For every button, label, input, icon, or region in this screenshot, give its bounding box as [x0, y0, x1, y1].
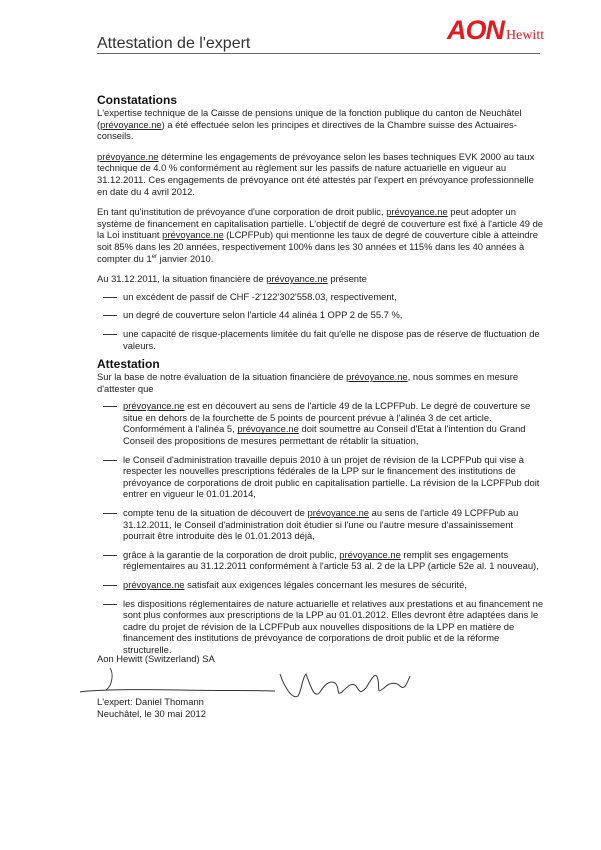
signature-stroke [80, 690, 275, 692]
prevoyance-link[interactable]: prévoyance.ne [266, 273, 328, 285]
text: présente [327, 273, 367, 285]
text: satisfait aux exigences légales concernant les mesures de sécurité, [184, 579, 467, 590]
constatations-paragraph-2 [97, 151, 544, 197]
attestation-intro [97, 371, 544, 394]
prevoyance-link[interactable]: prévoyance.ne [237, 423, 299, 435]
list-item: les dispositions réglementaires de nature actuarielle et relatives aux prestations et au financement ne sont plus conformes aux prescriptions de la LPP au 01.01.2012. Elles devront être adaptées dans le cadre du projet de révision de la LCPFPub aux nouvelles dispositions de la LPP en matière de financement des institutions de prévoyance de corporations de droit public et de la réforme structurelle. [97, 598, 544, 656]
signature-stroke [106, 668, 112, 690]
text: compte tenu de la situation de découvert de [123, 507, 308, 519]
list-item: une capacité de risque-placements limitée du fait qu'elle ne dispose pas de réserve de fluctuation de valeurs. [97, 328, 544, 351]
text: Sur la base de notre évaluation de la situation financière de [97, 371, 347, 383]
header-divider [97, 53, 540, 54]
constatations-paragraph-3 [97, 206, 544, 264]
logo-secondary: Hewitt [506, 28, 545, 43]
prevoyance-link[interactable]: prévoyance.ne [307, 507, 370, 519]
document-body [97, 94, 544, 663]
list-item: un excédent de passif de CHF -2'122'302'558.03, respectivement, [97, 291, 544, 303]
company-name: Aon Hewitt (Switzerland) SA [97, 653, 215, 664]
expert-name: L'expert: Daniel Thomann [97, 696, 204, 707]
page-title: Attestation de l'expert [97, 35, 251, 52]
prevoyance-link[interactable]: prévoyance.ne [97, 150, 159, 162]
constatations-heading: Constatations [97, 93, 178, 107]
superscript: er [151, 253, 158, 260]
text: remplit ses engagements réglementaires au 31.12.2011 conformément à l'article 53 al. 2 de la LPP (article 52e al. 1 nouveau), [123, 548, 539, 572]
prevoyance-link[interactable]: prévoyance.ne [339, 548, 401, 560]
list-item [97, 549, 544, 572]
text: , nous sommes en mesure d'attester que [97, 371, 519, 394]
text: est en découvert au sens de l'article 49 de la LCPFPub. Le degré de couverture se situe en dehors de la fourchette de 5 points de pourcent prévue à l'alinéa 3 de cet article. Conformément à l'alinéa 5, [123, 400, 531, 435]
situation-list [97, 291, 544, 351]
list-item [97, 579, 544, 591]
text: janvier 2010. [157, 252, 214, 264]
prevoyance-link[interactable]: prévoyance.ne [346, 371, 408, 383]
attestation-list [97, 400, 544, 655]
place-date: Neuchâtel, le 30 mai 2012 [97, 708, 206, 719]
text: (LCPFPub) qui mentionne les taux de degré de couverture cible à atteindre soit 85% dans les 20 années, respectivement 100% dans les 30 années et 115% dans les 40 années à compter du 1 [97, 229, 538, 264]
text: peut adopter un système de financement en capitalisation partielle. L'objectif de degré de couverture est fixé à l'article 49 de la Loi instituant [97, 206, 544, 241]
text: En tant qu'institution de prévoyance d'une corporation de droit public, [97, 206, 387, 218]
constatations-paragraph-4 [97, 273, 544, 285]
text: L'expertise technique de la Caisse de pensions unique de la fonction publique du canton de Neuchâtel ( [97, 107, 522, 130]
attestation-heading: Attestation [97, 357, 160, 372]
prevoyance-link[interactable]: prévoyance.ne [100, 118, 162, 130]
list-item [97, 507, 544, 542]
signature-stroke [280, 674, 410, 697]
list-item [97, 400, 544, 446]
aon-hewitt-logo [447, 15, 544, 47]
list-item: un degré de couverture selon l'article 44 alinéa 1 OPP 2 de 55.7 %, [97, 309, 544, 321]
prevoyance-link[interactable]: prévoyance.ne [123, 400, 185, 412]
prevoyance-link[interactable]: prévoyance.ne [162, 229, 224, 241]
prevoyance-link[interactable]: prévoyance.ne [386, 206, 448, 218]
list-item: le Conseil d'administration travaille depuis 2010 à un projet de révision de la LCPFPub qui vise à respecter les nouvelles prescriptions fédérales de la LPP sur le financement des institutions de prévoyance de corporations de droit public en capitalisation partielle. La révision de la LCPFPub doit entrer en vigueur le 01.01.2014, [97, 454, 544, 500]
text: ) a été effectuée selon les principes et directives de la Chambre suisse des Actuaires-conseils. [97, 118, 517, 142]
text: au sens de l'article 49 LCPFPub au 31.12.2011, le Conseil d'administration doit étudier si l'une ou l'autre mesure d'assainissement pourrait être introduite dès le 01.01.2013 déjà, [123, 507, 519, 542]
logo-primary: AON [447, 15, 504, 45]
text: Au 31.12.2011, la situation financière de [97, 273, 267, 285]
text: doit soumettre au Conseil d'Etat à l'intention du Grand Conseil des propositions de mesures permettant de rétablir la situation, [123, 423, 526, 447]
text: détermine les engagements de prévoyance selon les bases techniques EVK 2000 au taux technique de 4.0 % conformément au règlement sur les passifs de nature actuarielle en vigueur au 31.12.2011. Ces engagements de prévoyance ont été attestés par l'expert en prévoyance professionnelle en date du 4 avril 2012. [97, 150, 535, 197]
prevoyance-link[interactable]: prévoyance.ne [123, 579, 185, 590]
constatations-paragraph-1 [97, 107, 544, 142]
text: grâce à la garantie de la corporation de droit public, [123, 548, 340, 560]
